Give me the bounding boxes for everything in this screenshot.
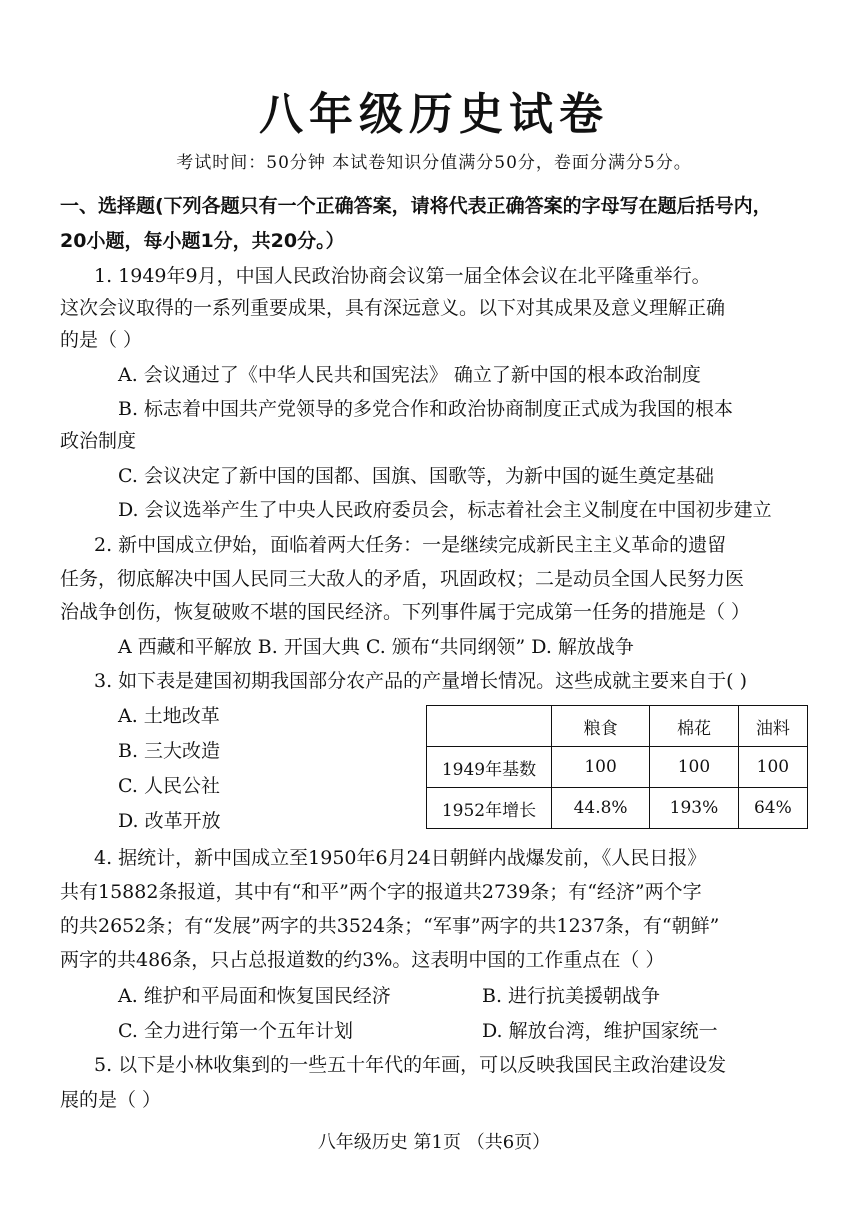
table-row-label: 1949年基数: [427, 747, 552, 788]
q4-stem-line4: 两字的共486条，只占总报道数的约3%。这表明中国的工作重点在（ ）: [60, 949, 665, 971]
table-header-row: [427, 706, 808, 747]
table-header-cotton: 棉花: [650, 706, 739, 747]
q3-option-c: C. 人民公社: [118, 775, 220, 797]
table-header-oil: 油料: [738, 706, 807, 747]
table-cell: 193%: [650, 788, 739, 829]
q4-option-c: C. 全力进行第一个五年计划: [118, 1020, 353, 1042]
q3-stem: 3. 如下表是建国初期我国部分农产品的产量增长情况。这些成就主要来自于( ): [94, 670, 748, 692]
q3-option-a: A. 土地改革: [118, 705, 220, 727]
q5-stem-line1: 5. 以下是小林收集到的一些五十年代的年画，可以反映我国民主政治建设发: [94, 1054, 727, 1076]
q1-stem-line3: 的是（ ）: [60, 329, 143, 351]
table-cell: 100: [650, 747, 739, 788]
q1-option-d: D. 会议选举产生了中央人民政府委员会，标志着社会主义制度在中国初步建立: [118, 499, 772, 521]
section-instructions-line2: 20小题，每小题1分，共20分。）: [60, 230, 345, 252]
q4-option-d: D. 解放台湾，维护国家统一: [482, 1020, 718, 1042]
q1-stem-line2: 这次会议取得的一系列重要成果，具有深远意义。以下对其成果及意义理解正确: [60, 297, 726, 319]
table-header-grain: 粮食: [552, 706, 650, 747]
q1-option-c: C. 会议决定了新中国的国都、国旗、国歌等，为新中国的诞生奠定基础: [118, 465, 714, 487]
q1-option-b-line1: B. 标志着中国共产党领导的多党合作和政治协商制度正式成为我国的根本: [118, 398, 734, 420]
q1-option-b-line2: 政治制度: [60, 430, 137, 452]
q4-stem-line2: 共有15882条报道，其中有“和平”两个字的报道共2739条；有“经济”两个字: [60, 881, 702, 903]
table-row-label: 1952年增长: [427, 788, 552, 829]
q1-stem-line1: 1. 1949年9月，中国人民政治协商会议第一届全体会议在北平隆重举行。: [94, 265, 711, 287]
q3-option-d: D. 改革开放: [118, 810, 221, 832]
page-title: 八年级历史试卷: [259, 89, 609, 140]
table-corner-cell: [427, 706, 552, 747]
q3-production-table: [426, 705, 808, 829]
q2-stem-line2: 任务，彻底解决中国人民同三大敌人的矛盾，巩固政权；二是动员全国人民努力医: [60, 568, 745, 590]
page-footer: 八年级历史 第1页 （共6页）: [317, 1132, 551, 1153]
q4-option-b: B. 进行抗美援朝战争: [482, 985, 661, 1007]
q1-option-a: A. 会议通过了《中华人民共和国宪法》 确立了新中国的根本政治制度: [118, 364, 701, 386]
table-cell: 44.8%: [552, 788, 650, 829]
q2-options: A 西藏和平解放 B. 开国大典 C. 颁布“共同纲领” D. 解放战争: [118, 636, 634, 658]
q4-option-a: A. 维护和平局面和恢复国民经济: [118, 985, 391, 1007]
q4-stem-line1: 4. 据统计，新中国成立至1950年6月24日朝鲜内战爆发前，《人民日报》: [94, 847, 707, 869]
table-row: [427, 788, 808, 829]
q5-stem-line2: 展的是（ ）: [60, 1089, 162, 1111]
q2-stem-line1: 2. 新中国成立伊始，面临着两大任务：一是继续完成新民主主义革命的遗留: [94, 534, 727, 556]
table-cell: 100: [552, 747, 650, 788]
section-instructions-line1: 一、选择题(下列各题只有一个正确答案，请将代表正确答案的字母写在题后括号内，: [60, 195, 772, 217]
exam-info: 考试时间：50分钟 本试卷知识分值满分50分，卷面分满分5分。: [176, 153, 692, 173]
table-row: [427, 747, 808, 788]
table-cell: 100: [738, 747, 807, 788]
q3-option-b: B. 三大改造: [118, 740, 221, 762]
q4-stem-line3: 的共2652条；有“发展”两字的共3524条；“军事”两字的共1237条，有“朝鲜”: [60, 915, 720, 937]
q2-stem-line3: 治战争创伤，恢复破败不堪的国民经济。下列事件属于完成第一任务的措施是（ ）: [60, 601, 751, 623]
table-cell: 64%: [738, 788, 807, 829]
